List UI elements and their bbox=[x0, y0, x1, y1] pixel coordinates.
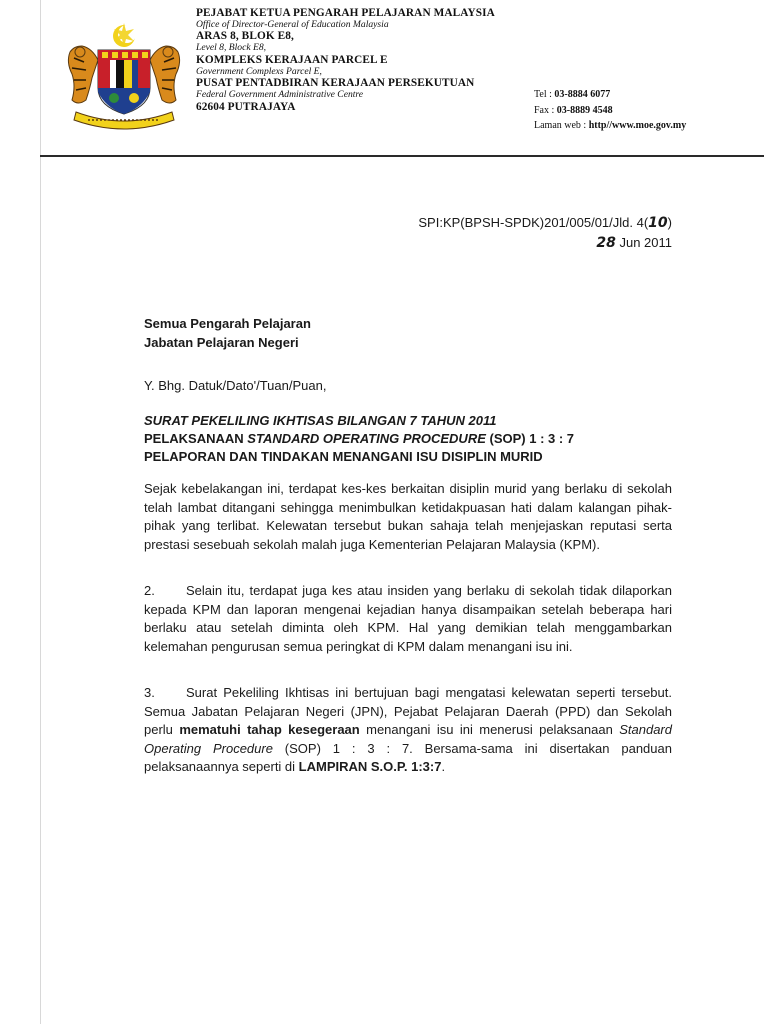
subject-heading bbox=[144, 412, 684, 466]
header-divider bbox=[40, 155, 764, 157]
address-centre: PUSAT PENTADBIRAN KERAJAAN PERSEKUTUAN bbox=[196, 77, 475, 90]
addressee-line-1: Semua Pengarah Pelajaran bbox=[144, 316, 311, 331]
address-level-english: Level 8, Block E8, bbox=[196, 42, 267, 54]
paragraph-number: 3. bbox=[144, 685, 155, 700]
motto-ribbon-icon bbox=[74, 112, 174, 129]
crescent-star-icon bbox=[113, 23, 136, 47]
address-complex: KOMPLEKS KERAJAAN PARCEL E bbox=[196, 53, 388, 66]
reference-number: SPI:KP(BPSH-SPDK)201/005/01/Jld. 4(10) bbox=[418, 215, 672, 231]
paragraph-2: 2. Selain itu, terdapat juga kes atau insiden yang berlaku di sekolah tidak dilaporkan kepada KPM dan laporan mengenai kejadian hanya disampaikan setelah beberapa hari berlaku atau setelah diminta oleh KPM. Hal yang demikian telah menggambarkan kelemahan pengurusan semua peringkat di KPM dalam menangani isu ini. bbox=[144, 583, 672, 654]
office-name-english: Office of Director-General of Education Malaysia bbox=[196, 18, 389, 30]
handwritten-day: 28 bbox=[596, 235, 616, 251]
address-centre-english: Federal Government Administrative Centre bbox=[196, 88, 364, 100]
paragraph-1: Sejak kebelakangan ini, terdapat kes-kes berkaitan disiplin murid yang berlaku di sekolah telah lambat ditangani sehingga menimbulkan ketidakpuasan hati dalam kalangan pihak-pihak yang terlibat. Kelewatan tersebut bukan sahaja telah menjejaskan reputasi serta prestasi sesebuah sekolah malah juga Kementerian Pelajaran Malaysia (KPM). bbox=[144, 481, 672, 552]
right-tiger-icon bbox=[150, 46, 180, 103]
shield-icon bbox=[98, 50, 150, 114]
addressee-line-2: Jabatan Pelajaran Negeri bbox=[144, 335, 299, 350]
address-level: ARAS 8, BLOK E8, bbox=[196, 30, 294, 43]
address-complex-english: Government Complexs Parcel E, bbox=[196, 65, 322, 77]
paragraph-3: 3. Surat Pekeliling Ikhtisas ini bertujuan bagi mengatasi kelewatan seperti tersebut. Semua Jabatan Pelajaran Negeri (JPN), Pejabat Pelajaran Daerah (PPD) dan Sekolah perlu mematuhi tahap kesegeraan menangani isu ini menerusi pelaksanaan Standard Operating Procedure (SOP) 1 : 3 : 7. Bersama-sama ini disertakan panduan pelaksanaannya seperti di LAMPIRAN S.O.P. 1:3:7. bbox=[144, 685, 672, 775]
fax: Fax : 03-8889 4548 bbox=[534, 104, 613, 116]
website: Laman web : http//www.moe.gov.my bbox=[534, 120, 687, 131]
telephone: Tel : 03-8884 6077 bbox=[534, 89, 611, 100]
contact-info bbox=[534, 87, 686, 134]
letter-date: 28 Jun 2011 bbox=[596, 235, 672, 251]
letterhead-address bbox=[196, 7, 526, 113]
subject-line-3: PELAPORAN DAN TINDAKAN MENANGANI ISU DISIPLIN MURID bbox=[144, 449, 543, 464]
address-postcode: 62604 PUTRAJAYA bbox=[196, 100, 296, 113]
coat-of-arms-logo bbox=[62, 22, 186, 134]
addressee bbox=[144, 314, 311, 352]
page-edge bbox=[40, 0, 41, 1024]
subject-line-1: SURAT PEKELILING IKHTISAS BILANGAN 7 TAHUN 2011 bbox=[144, 413, 497, 428]
left-tiger-icon bbox=[68, 46, 98, 103]
paragraph-number: 2. bbox=[144, 583, 155, 598]
handwritten-ref: 10 bbox=[648, 215, 668, 231]
reference-block bbox=[418, 213, 672, 253]
salutation: Y. Bhg. Datuk/Dato'/Tuan/Puan, bbox=[144, 378, 327, 393]
office-name: PEJABAT KETUA PENGARAH PELAJARAN MALAYSIA bbox=[196, 7, 495, 19]
subject-line-2: PELAKSANAAN STANDARD OPERATING PROCEDURE (SOP) 1 : 3 : 7 bbox=[144, 431, 575, 446]
